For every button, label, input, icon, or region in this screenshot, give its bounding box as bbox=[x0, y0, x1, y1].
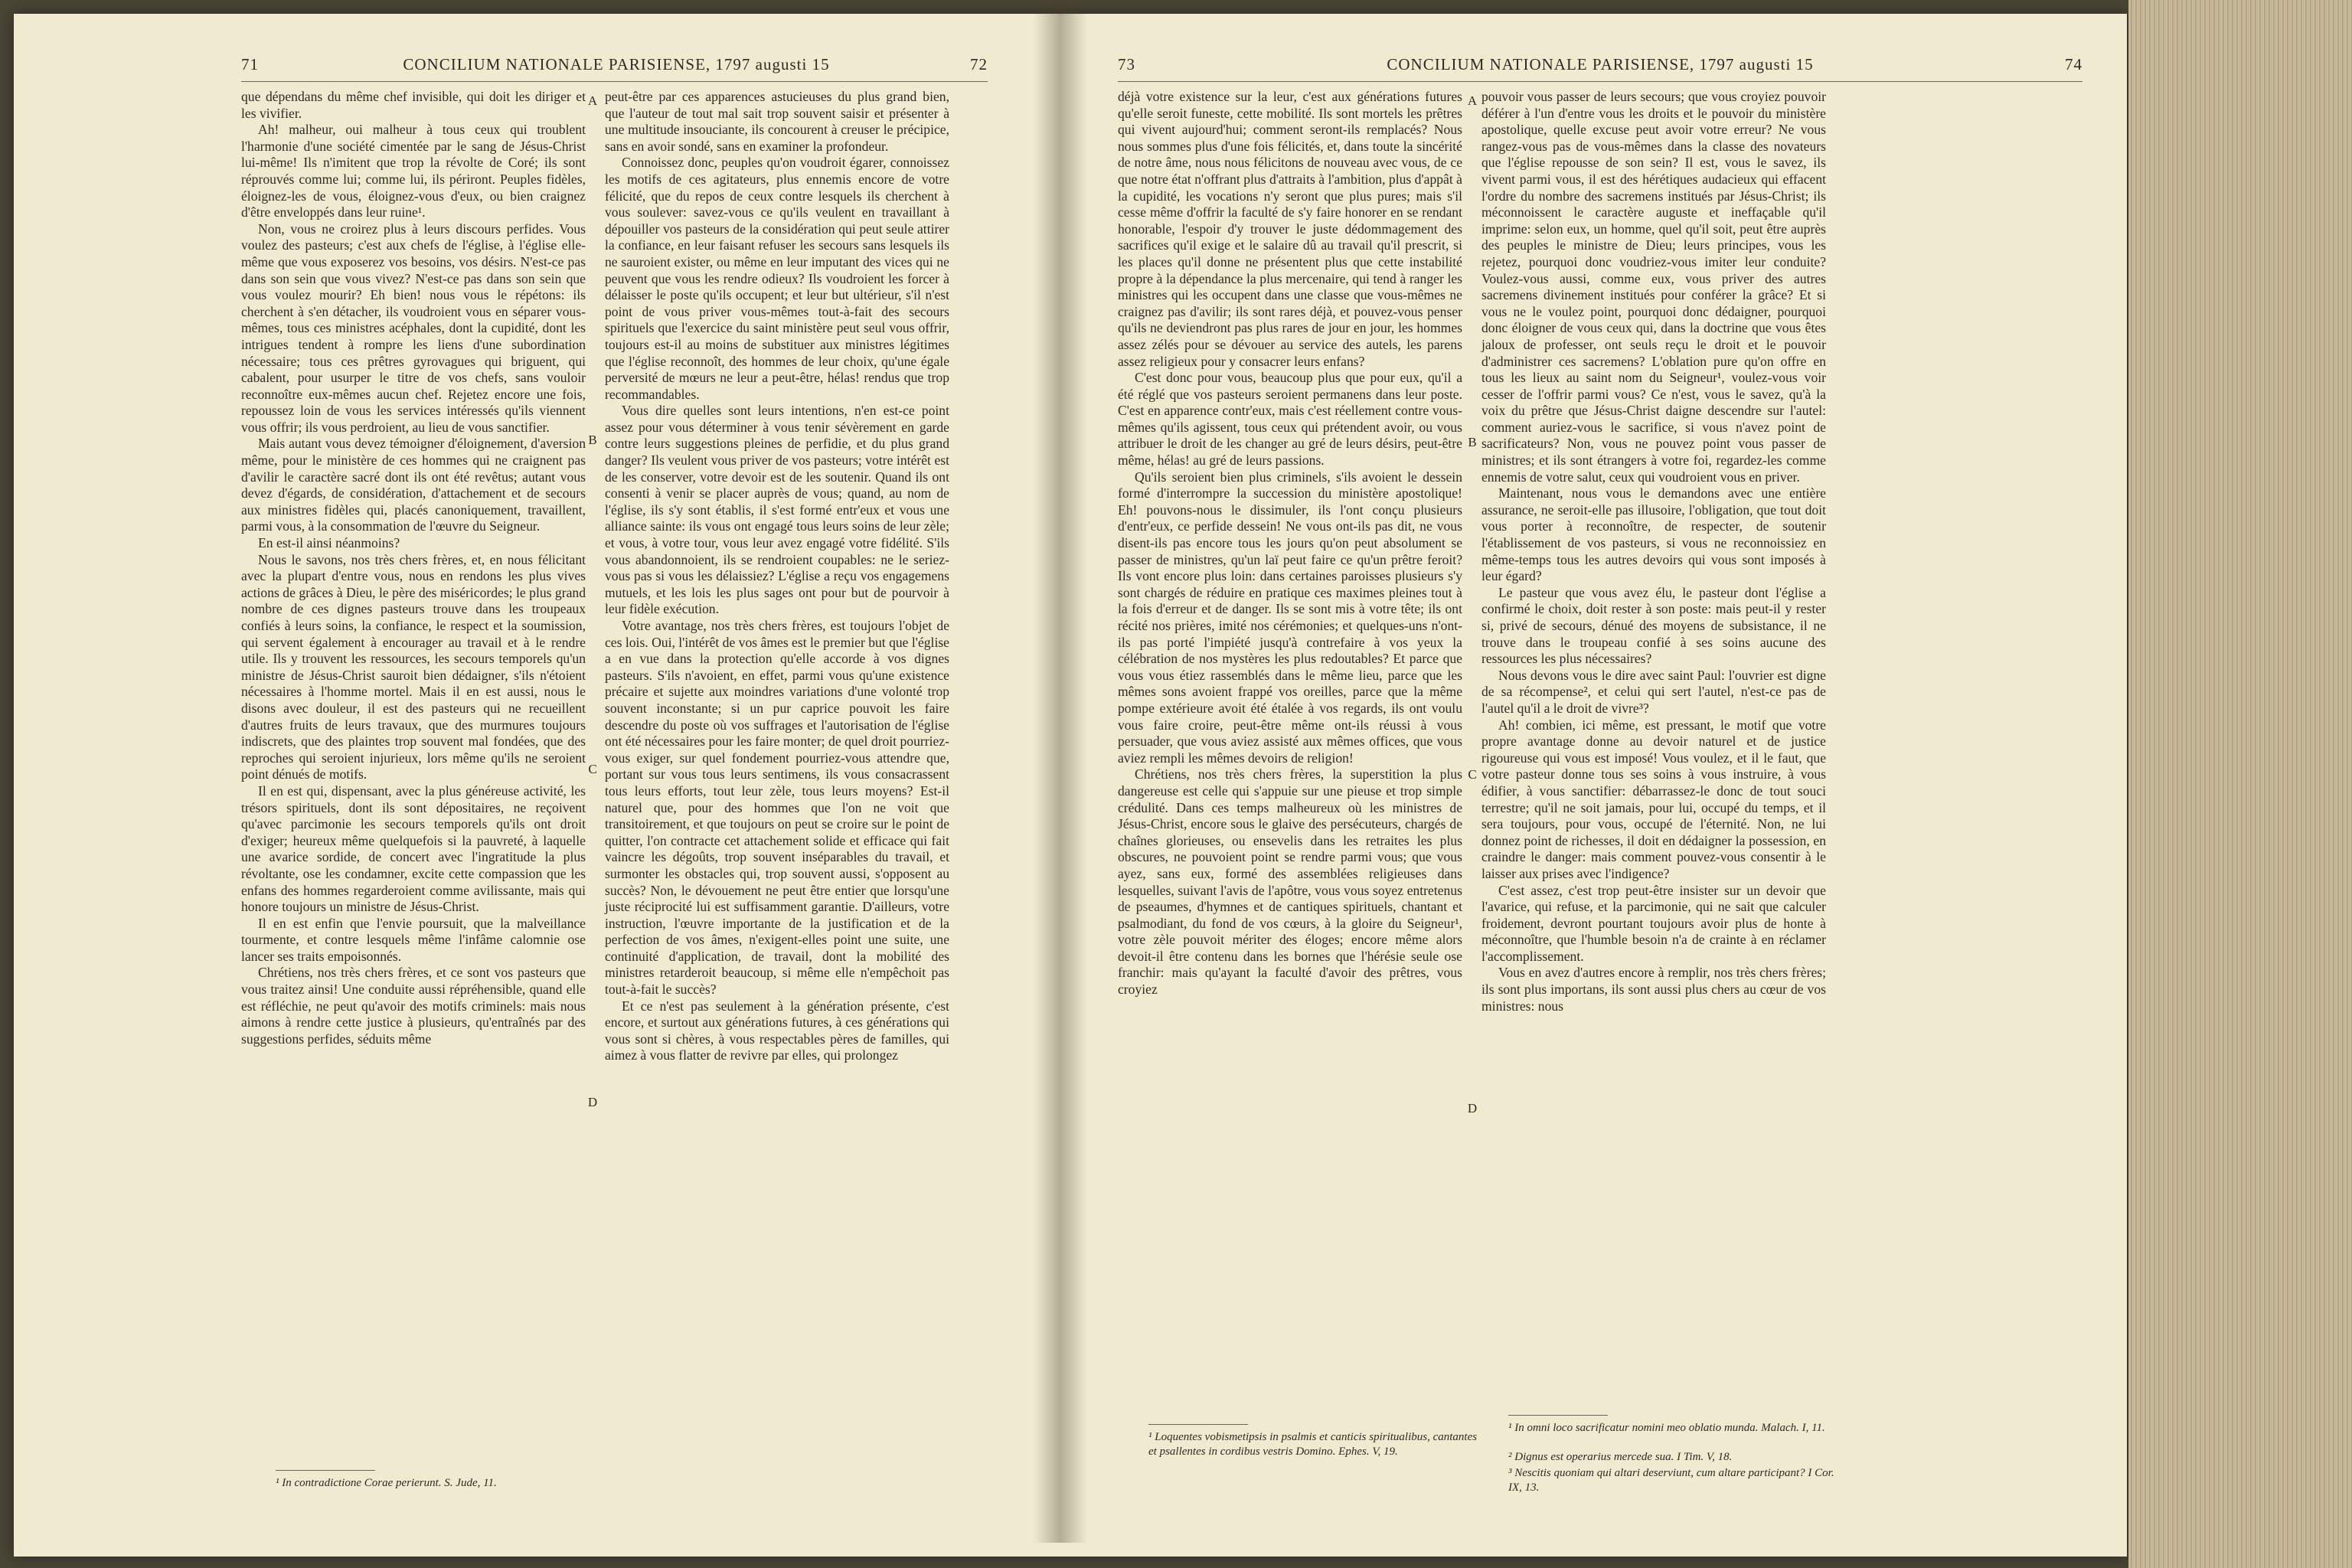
paragraph: Vous dire quelles sont leurs intentions, n'en est-ce point assez pour vous déterminer à vous tenir sévèrement en garde contre leurs suggestions pleines de perfidie, et du plus grand danger? Ils veulent vous priver de vos pasteurs; votre intérêt est de les conserver, votre devoir est de les soutenir. Quand ils ont consenti à venir se placer auprès de vous; quand, au nom de l'église, ils s'y sont établis, il s'est formé entr'eux et vous une alliance sainte: ils vous ont engagé tous leurs soins de leur zèle; et vous, à votre tour, vous leur avez engagé votre fidélité. S'ils vous abandonnoient, ils se rendroient coupables: ne le seriez-vous pas si vous les délaissiez? L'église a reçu vos engagemens mutuels, et les lois les plus sages ont pour but de pourvoir à leur fidèle exécution. bbox=[605, 403, 949, 617]
paragraph: Nous devons vous le dire avec saint Paul: l'ouvrier est digne de sa récompense², et celui qui sert l'autel, n'est-ce pas de l'autel qu'il a le droit de vivre³? bbox=[1481, 667, 1826, 716]
page-edges bbox=[2128, 0, 2352, 1568]
paragraph: déjà votre existence sur la leur, c'est aux générations futures qu'elle seroit funeste, cette mobilité. Ils sont mortels les prêtres qui vivent aujourd'hui; comment seront-ils remplacés? Nous nous sommes plus d'une fois félicités, et, dans toute la sincérité de notre âme, nous nous félicitons de nouveau avec vous, de ce que notre état n'offrant plus d'attraits à l'ambition, plus d'appât à la cupidité, les vocations n'y seront que plus pures; mais s'il cesse même d'offrir la faculté de s'y faire honorer en se rendant honorable, l'espoir d'y trouver le juste dédommagement des sacrifices qu'il exige et le salaire dû au travail qu'il prescrit, si les places qu'il donne ne présentent plus que cette instabilité propre à la dépendance la plus mercenaire, qui tend à ranger les ministres qui les occupent dans une classe que vous-mêmes ne craignez pas d'avilir; ils sont rares déjà, et pouvez-vous penser qu'ils ne deviendront pas plus rares de jour en jour, les hommes assez zélés pour se dévouer au service des autels, les parens assez religieux pour y consacrer leurs enfans? bbox=[1118, 89, 1462, 369]
section-marker-b: B bbox=[1468, 435, 1477, 449]
paragraph: C'est assez, c'est trop peut-être insister sur un devoir que l'avarice, qui refuse, et la parcimonie, qui ne sait que calculer froidement, devront pourtant toujours avoir plus de honte à méconnoître, que l'humble besoin n'a de crainte à en réclamer l'accomplissement. bbox=[1481, 882, 1826, 964]
paragraph: Connoissez donc, peuples qu'on voudroit égarer, connoissez les motifs de ces agitateurs, plus ennemis encore de votre félicité, que du repos de ceux contre lesquels ils cherchent à vous soulever: savez-vous ce qu'ils veulent en travaillant à dépouiller vos pasteurs de la considération qui peut seule attirer la confiance, en leur faisant refuser les secours sans lesquels ils ne sauroient exister, ou même en leur imputant des vices qui ne peuvent que vous les rendre odieux? Ils voudroient les forcer à délaisser le poste qu'ils occupent; et leur but ultérieur, s'il n'est point de vous priver vous-mêmes tout-à-fait des secours spirituels que l'exercice du saint ministère peut seul vous offrir, toujours est-il au moins de substituer aux ministres légitimes que l'église reconnoît, des hommes de leur choix, qu'une égale perversité de mœurs ne leur a peut-être, hélas! rendus que trop recommandables. bbox=[605, 155, 949, 402]
paragraph: Chrétiens, nos très chers frères, la superstition la plus dangereuse est celle qui s'appuie sur une pieuse et trop simple crédulité. Dans ces temps malheureux où les ministres de Jésus-Christ, encore sous le glaive des persécuteurs, chargés de chaînes glorieuses, ou ensevelis dans les retraites les plus obscures, ne pouvoient point se rendre parmi vous; que vous ayez, sans eux, formé des assemblées religieuses dans lesquelles, suivant l'avis de l'apôtre, vous vous soyez entretenus de pseaumes, d'hymnes et de cantiques spirituels, chantant et psalmodiant, du fond de vos cœurs, à la gloire du Seigneur¹, votre zèle pouvoit mériter des éloges; encore même alors devoit-il être contenu dans les bornes que l'hérésie seule ose franchir: mais qu'ayant la faculté d'avoir des prêtres, vous croyiez bbox=[1118, 766, 1462, 998]
section-marker-d: D bbox=[587, 1095, 598, 1109]
left-page bbox=[46, 31, 988, 1531]
footnote-rule bbox=[276, 1470, 375, 1471]
paragraph: Chrétiens, nos très chers frères, et ce sont vos pasteurs que vous traitez ainsi! Une conduite aussi répréhensible, quand elle est réfléchie, ne peut qu'avoir des motifs criminels: mais nous aimons à rendre cette justice à plusieurs, qu'entraînés par des suggestions perfides, séduits même bbox=[241, 965, 586, 1047]
paragraph: Maintenant, nous vous le demandons avec une entière assurance, ne seroit-elle pas illusoire, l'obligation, que tout doit vous porter à reconnoître, de respecter, de soutenir l'établissement de vos pasteurs, si vous ne reconnoissiez en même-temps tous les autres devoirs qui vous sont imposés à leur égard? bbox=[1481, 485, 1826, 584]
paragraph: Qu'ils seroient bien plus criminels, s'ils avoient le dessein formé d'interrompre la succession du ministère apostolique! Eh! pouvons-nous le dissimuler, ils l'ont conçu plusieurs d'entr'eux, ce perfide dessein! Ne vous ont-ils pas dit, ne vous disent-ils pas encore tous les jours qu'on peut absolument se passer de ministres, qu'un laï peut faire ce qu'un prêtre feroit? Ils vont encore plus loin: dans certaines paroisses plusieurs s'y sont chargés de réduire en pratique ces maximes pleines tout à la fois d'erreur et de danger. Ils se sont mis à votre tête; ils ont récité nos prières, imité nos cérémonies; et quelques-uns n'ont-ils pas porté l'impiété jusqu'à contrefaire à vos yeux la célébration de nos mystères les plus redoutables? Et parce que vous vous étiez rassemblés dans le même lieu, parce que les mêmes sons avoient frappé vos oreilles, parce que la même pompe extérieure avoit été étalée à vos regards, ils ont voulu vous faire croire, peut-être même ont-ils réussi à vous persuader, que vous aviez assisté aux mêmes offices, que vous aviez rempli les mêmes devoirs de religion! bbox=[1118, 469, 1462, 766]
left-column-a bbox=[241, 89, 586, 1047]
paragraph: En est-il ainsi néanmoins? bbox=[258, 535, 400, 551]
paragraph: Ah! malheur, oui malheur à tous ceux qui troublent l'harmonie d'une société cimentée par le sang de Jésus-Christ lui-même! Ils n'imitent que trop la révolte de Coré; ils sont réprouvés comme lui; comme lui, ils périront. Peuples fidèles, éloignez-les de vous, éloignez-vous d'eux, ou bien craignez d'être enveloppés dans leur ruine¹. bbox=[241, 122, 586, 220]
footnote: ¹ In omni loco sacrificatur nomini meo oblatio munda. Malach. I, 11. bbox=[1508, 1422, 1825, 1434]
paragraph: C'est donc pour vous, beaucoup plus que pour eux, qu'il a été réglé que vos pasteurs seroient permanens dans leur poste. C'est en apparence contr'eux, mais c'est réellement contre vous-mêmes qu'ils agissent, tous ceux qui prétendent avoir, ou vous attribuer le droit de les changer au gré de leurs désirs, peut-être même, hélas! au gré de leurs passions. bbox=[1118, 370, 1462, 469]
right-column-b bbox=[1481, 89, 1826, 1014]
running-title: CONCILIUM NATIONALE PARISIENSE, 1797 augusti 15 bbox=[403, 55, 830, 74]
footnote: ³ Nescitis quoniam qui altari deserviunt, cum altare participant? I Cor. IX, 13. bbox=[1508, 1467, 1834, 1494]
header-rule bbox=[241, 81, 988, 82]
paragraph: Mais autant vous devez témoigner d'éloignement, d'aversion même, pour le ministère de ces hommes qui ne craignent pas d'avilir le caractère sacré dont ils ont été revêtus; autant vous devez d'égards, de considération, d'attachement et de secours aux ministres fidèles qui, placés canoniquement, travaillent, parmi vous, à la consommation de l'œuvre du Seigneur. bbox=[241, 436, 586, 534]
paragraph: Ah! combien, ici même, est pressant, le motif que votre propre avantage donne au devoir naturel et de justice rigoureuse qui vous est imposé! Vous voulez, et il le faut, que votre pasteur donne tous ses soins à vous instruire, à vous édifier, à vous sanctifier: débarrassez-le donc de tout souci terrestre; qu'il ne soit jamais, pour lui, occupé du temps, et il sera toujours, pour vous, occupé de l'éternité. Non, ne lui donnez point de richesses, il doit en dédaigner la possession, en craindre le danger: mais comment pouvez-vous consentir à le laisser aux prises avec l'indigence? bbox=[1481, 717, 1826, 881]
page-number-72: 72 bbox=[970, 55, 988, 74]
paragraph: Vous en avez d'autres encore à remplir, nos très chers frères; ils sont plus importans, ils sont aussi plus chers au cœur de vos ministres: nous bbox=[1481, 965, 1826, 1014]
footnote-rule bbox=[1148, 1424, 1248, 1425]
section-marker-c: C bbox=[588, 762, 597, 776]
section-marker-a: A bbox=[1467, 93, 1478, 108]
header-rule bbox=[1118, 81, 2082, 82]
footnote-rule bbox=[1508, 1415, 1608, 1416]
paragraph: Non, vous ne croirez plus à leurs discours perfides. Vous voulez des pasteurs; c'est aux chefs de l'église, à l'église elle-même que vous exposerez vos besoins, vos désirs. N'est-ce pas dans son sein que vous vivez? N'est-ce pas dans son sein que vous voulez mourir? Eh bien! nous vous le répétons: ils cherchent à s'en détacher, ils voudroient vous en séparer vous-mêmes, tous ces ministres acéphales, dont la cupidité, dont les intrigues tendent à rompre les liens d'une subordination nécessaire; tous ces prêtres gyrovagues qui briguent, qui cabalent, pour usurper le titre de vos chefs, sans vouloir reconnoître eux-mêmes aucun chef. Rejetez encore une fois, repoussez loin de vous les services intéressés qu'ils viennent vous offrir; ils vous perdroient, au lieu de vous sanctifier. bbox=[241, 220, 586, 435]
footnote: ² Dignus est operarius mercede sua. I Tim. V, 18. bbox=[1508, 1451, 1733, 1463]
paragraph: Il en est qui, dispensant, avec la plus généreuse activité, les trésors spirituels, dont ils sont dépositaires, ne reçoivent qu'avec parcimonie les secours temporels qu'ils ont droit d'exiger; heureux même quelquefois si la pauvreté, à laquelle une avarice sordide, de concert avec l'ingratitude la plus révoltante, ose les condamner, excite cette compassion que les enfans des hommes regarderoient comme avilissante, mais qui honore toujours un ministre de Jésus-Christ. bbox=[241, 782, 586, 915]
paragraph: Votre avantage, nos très chers frères, est toujours l'objet de ces lois. Oui, l'intérêt de vos âmes est le premier but que l'église a en vue dans la protection qu'elle accorde à vos dignes pasteurs. S'ils n'avoient, en effet, parmi vous qu'une existence précaire et sujette aux moindres variations d'une volonté trop souvent inconstante; si un pur caprice pouvoit les faire descendre du poste où vos suffrages et l'autorisation de l'église ont été nécessaires pour les faire monter; de quel droit pourriez-vous exiger, sur quel fondement pourriez-vous attendre que, portant sur vous tous leurs sentimens, ils vous consacrassent tous leurs efforts, tout leur zèle, tous leurs moyens? Est-il naturel que, pour des hommes que l'on ne voit que transitoirement, et que toujours on peut se croire sur le point de quitter, l'on contracte cet attachement solide et efficace qui fait vaincre les dégoûts, trop souvent inséparables du travail, et surmonter les obstacles qui, trop souvent aussi, s'opposent au succès? Non, le dévouement ne peut être entier que lorsqu'une juste réciprocité lui est suffisamment garantie. D'ailleurs, votre instruction, l'œuvre importante de la justification et de la perfection de vos âmes, n'exigent-elles point une suite, une continuité d'application, de travail, dont la mobilité des ministres retarderoit beaucoup, si même elle n'empêchoit pas tout-à-fait le succès? bbox=[605, 618, 949, 998]
running-title: CONCILIUM NATIONALE PARISIENSE, 1797 augusti 15 bbox=[1387, 55, 1814, 74]
right-column-a bbox=[1118, 89, 1462, 998]
paragraph: Il en est enfin que l'envie poursuit, que la malveillance tourmente, et contre lesquels même l'infâme calomnie ose lancer ses traits empoisonnés. bbox=[241, 915, 586, 964]
paragraph: pouvoir vous passer de leurs secours; que vous croyiez pouvoir déférer à l'un d'entre vous les droits et le pouvoir du ministère apostolique, quelle excuse peut avoir votre erreur? Ne vous rangez-vous pas de vous-mêmes dans la classe des novateurs que l'église repousse de son sein? Il est, vous le savez, ils vivent parmi vous, il est des hérétiques audacieux qui effacent l'ordre du nombre des sacremens institués par Jésus-Christ; ils méconnoissent le caractère auguste et ineffaçable qu'il imprime: selon eux, un homme, quel qu'il soit, peut être auprès des peuples le ministre de Dieu; leurs principes, vous les rejetez, pourquoi donc voudriez-vous imiter leur conduite? Voulez-vous aussi, comme eux, vous priver des autres sacremens divinement institués pour conférer la grâce? Et si vous ne le voulez point, pourquoi donc dédaigner, pourquoi donc éloigner de vous ceux qui, dans la doctrine que vous êtes jaloux de professer, ont seuls reçu le droit et le pouvoir d'administrer ces sacremens? L'oblation pure qu'on offre en tous les lieux au saint nom du Seigneur¹, voulez-vous voir cesser de l'offrir parmi vous? Ce n'est, vous le savez, qu'à la voix du prêtre que Jésus-Christ daigne descendre sur l'autel: comment auriez-vous le sacrifice, si vous n'avez point de sacrificateurs? Non, vous ne pouvez point vous passer de ministres; et ils sont étrangers à votre foi, regardez-les comme ennemis de votre salut, ceux qui voudroient vous en priver. bbox=[1481, 89, 1826, 485]
book-gutter bbox=[1034, 0, 1087, 1543]
section-marker-b: B bbox=[588, 433, 597, 447]
page-number-73: 73 bbox=[1118, 55, 1135, 74]
section-marker-d: D bbox=[1467, 1101, 1478, 1116]
right-page-header bbox=[1118, 55, 2082, 78]
footnote: ¹ In contradictione Corae perierunt. S. Jude, 11. bbox=[276, 1477, 497, 1489]
left-column-b bbox=[605, 89, 949, 1064]
paragraph: Et ce n'est pas seulement à la génération présente, c'est encore, et surtout aux générations futures, à ces générations qui vous sont si chères, à vous respectables pères de familles, qui aimez à vous flatter de revivre par elles, qui prolongez bbox=[605, 998, 949, 1063]
left-page-header bbox=[46, 55, 988, 78]
page-number-71: 71 bbox=[241, 55, 259, 74]
right-page bbox=[1118, 31, 2082, 1531]
section-marker-a: A bbox=[587, 93, 598, 108]
section-marker-c: C bbox=[1468, 767, 1477, 782]
paragraph: Nous le savons, nos très chers frères, et, en nous félicitant avec la plupart d'entre vous, nous en rendons les plus vives actions de grâces à Dieu, le père des miséricordes; le plus grand nombre de ces dignes pasteurs trouve dans les troupeaux confiés à leurs soins, la confiance, le respect et la soumission, qui servent également à encourager au travail et à le rendre utile. Ils y trouvent les ressources, les secours temporels qu'un ministre de Jésus-Christ sauroit bien dédaigner, s'ils n'étoient nécessaires à l'homme mortel. Mais il en est aussi, nous le disons avec douleur, il est des pasteurs qui ne recueillent d'autres fruits de leurs travaux, que des murmures toujours indiscrets, que des plaintes trop souvent mal fondées, que des reproches qui seroient injurieux, lors même qu'ils ne seroient point dénués de motifs. bbox=[241, 551, 586, 782]
paragraph: Le pasteur que vous avez élu, le pasteur dont l'église a confirmé le choix, doit rester à son poste: mais peut-il y rester si, privé de secours, dénué des moyens de subsistance, il ne trouve dans le troupeau confié à ses soins aucune des ressources les plus nécessaires? bbox=[1481, 584, 1826, 667]
paragraph: que dépendans du même chef invisible, qui doit les diriger et les vivifier. bbox=[241, 89, 586, 121]
paragraph: peut-être par ces apparences astucieuses du plus grand bien, que l'auteur de tout mal sait trop souvent saisir et présenter à une multitude insouciante, ils concourent à creuser le précipice, sans en avoir sondé, sans en examiner la profondeur. bbox=[605, 89, 949, 154]
page-number-74: 74 bbox=[2065, 55, 2082, 74]
footnote: ¹ Loquentes vobismetipsis in psalmis et canticis spiritualibus, cantantes et psallentes in cordibus vestris Domino. Ephes. V, 19. bbox=[1148, 1431, 1478, 1458]
